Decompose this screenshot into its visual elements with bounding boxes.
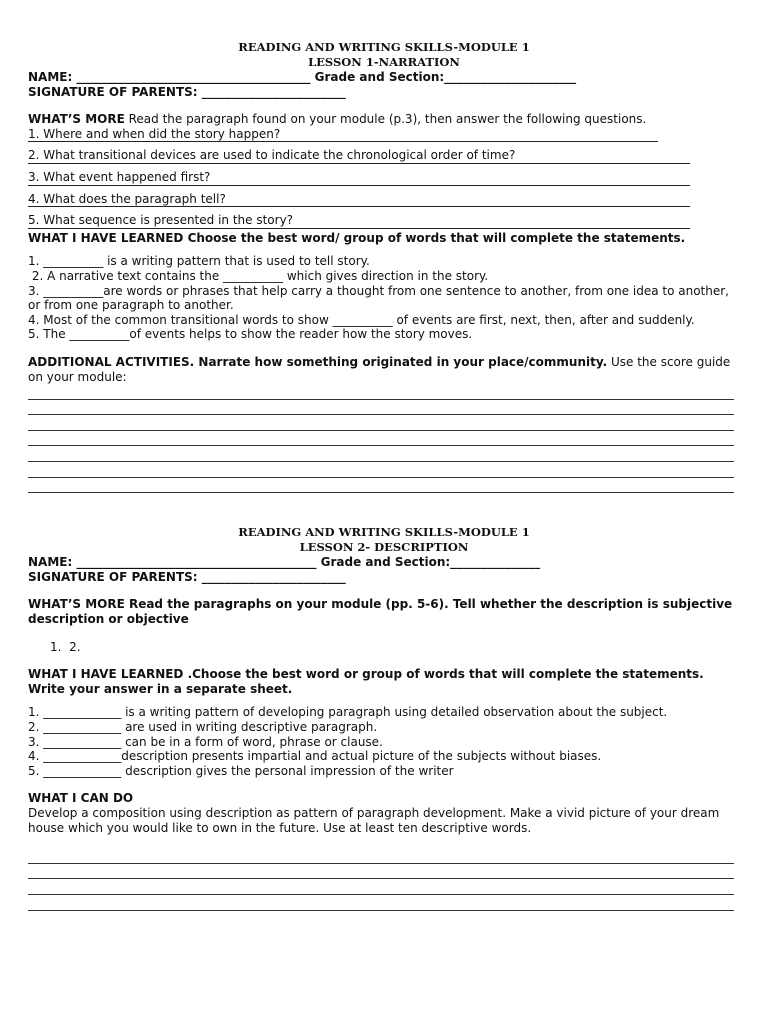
lesson2-signature-row [28,570,740,585]
learned-item-2: 2. A narrative text contains the __________ which gives direction in the story. [28,268,489,283]
lesson1-title: READING AND WRITING SKILLS-MODULE 1 [238,40,530,54]
lesson2-learned-item-2: 2. _____________ are used in writing descriptive paragraph. [28,720,378,734]
signature-blank[interactable]: ________________________ [201,84,346,99]
writing-line[interactable] [28,415,734,431]
name-blank[interactable]: _______________________________________ [76,70,311,84]
lesson2-learned-item-5: 5. _____________ description gives the personal impression of the writer [28,763,454,778]
lesson2-title: READING AND WRITING SKILLS-MODULE 1 [238,525,530,540]
writing-line[interactable] [28,400,734,416]
whats-more-text: Read the paragraph found on your module (p.3), then answer the following questions. [124,112,647,127]
learned-item-5: 5. The __________of events helps to show the reader how the story moves. [28,327,473,342]
lesson2-writing-lines[interactable] [28,848,734,910]
lesson2-name-row [28,555,740,570]
lesson2-whats-more: WHAT’S MORE Read the paragraphs on your module (pp. 5-6). Tell whether the description is subjective description or objective [28,597,733,627]
name-label: NAME: [28,555,73,570]
lesson2-subtitle: LESSON 2- DESCRIPTION [299,540,469,555]
answer-line-5[interactable] [28,228,690,229]
signature-label: SIGNATURE OF PARENTS: [28,84,198,99]
name-blank[interactable]: ________________________________________ [76,555,317,570]
name-label: NAME: [28,70,73,84]
grade-label: Grade and Section: [320,555,451,570]
lesson1-learned-heading: WHAT I HAVE LEARNED Choose the best word/ group of words that will complete the statements. [28,230,686,245]
writing-line[interactable] [28,384,734,400]
can-do-heading: WHAT I CAN DO [28,791,134,806]
can-do-text: Develop a composition using description as pattern of paragraph development. Make a vivid picture of your dream house which you would like to own in the future. Use at least ten descriptive words. [28,805,720,835]
lesson1-section [28,40,740,493]
grade-blank[interactable]: _______________ [450,555,541,570]
writing-line[interactable] [28,446,734,462]
lesson1-subtitle: LESSON 1-NARRATION [308,55,460,69]
writing-line[interactable] [28,864,734,880]
question-3: 3. What event happened first? [28,169,211,184]
writing-line[interactable] [28,895,734,911]
question-4: 4. What does the paragraph tell? [28,191,226,206]
signature-blank[interactable]: ________________________ [201,569,346,584]
writing-line[interactable] [28,431,734,447]
whats-more-label: WHAT’S MORE [28,112,125,127]
lesson2-numbering: 1. 2. [50,639,81,654]
worksheet-page [28,40,740,911]
grade-blank[interactable]: ______________________ [444,70,577,84]
learned-item-4: 4. Most of the common transitional words to show __________ of events are first, next, then, after and suddenly. [28,312,695,327]
additional-label: ADDITIONAL ACTIVITIES. Narrate how something originated in your place/community. [28,354,608,369]
question-5: 5. What sequence is presented in the story? [28,213,294,228]
lesson1-writing-lines[interactable] [28,384,734,493]
writing-line[interactable] [28,478,734,494]
lesson2-learned-item-3: 3. _____________ can be in a form of word, phrase or clause. [28,734,383,749]
lesson2-learned-item-4: 4. _____________description presents impartial and actual picture of the subjects without biases. [28,749,602,764]
lesson2-learned-heading: WHAT I HAVE LEARNED .Choose the best word or group of words that will complete the statements. Write your answer in a separate sheet. [28,667,704,696]
lesson1-signature-row [28,85,740,100]
question-1: 1. Where and when did the story happen? [28,126,281,141]
additional-activities [28,355,740,384]
lesson2-section [28,525,740,910]
grade-label: Grade and Section: [314,70,445,84]
signature-label: SIGNATURE OF PARENTS: [28,569,198,584]
additional-text: Use the score guide on your module: [28,354,731,384]
learned-item-1: 1. __________ is a writing pattern that is used to tell story. [28,254,370,269]
writing-line[interactable] [28,879,734,895]
lesson1-name-row [28,70,740,85]
whats-more-instruction [28,112,740,127]
writing-line[interactable] [28,848,734,864]
question-2: 2. What transitional devices are used to indicate the chronological order of time? [28,148,516,163]
lesson2-learned-item-1: 1. _____________ is a writing pattern of developing paragraph using detailed observation about the subject. [28,705,668,720]
learned-item-3: 3. __________are words or phrases that help carry a thought from one sentence to another, from one idea to another, or from one paragraph to another. [28,283,729,313]
writing-line[interactable] [28,462,734,478]
